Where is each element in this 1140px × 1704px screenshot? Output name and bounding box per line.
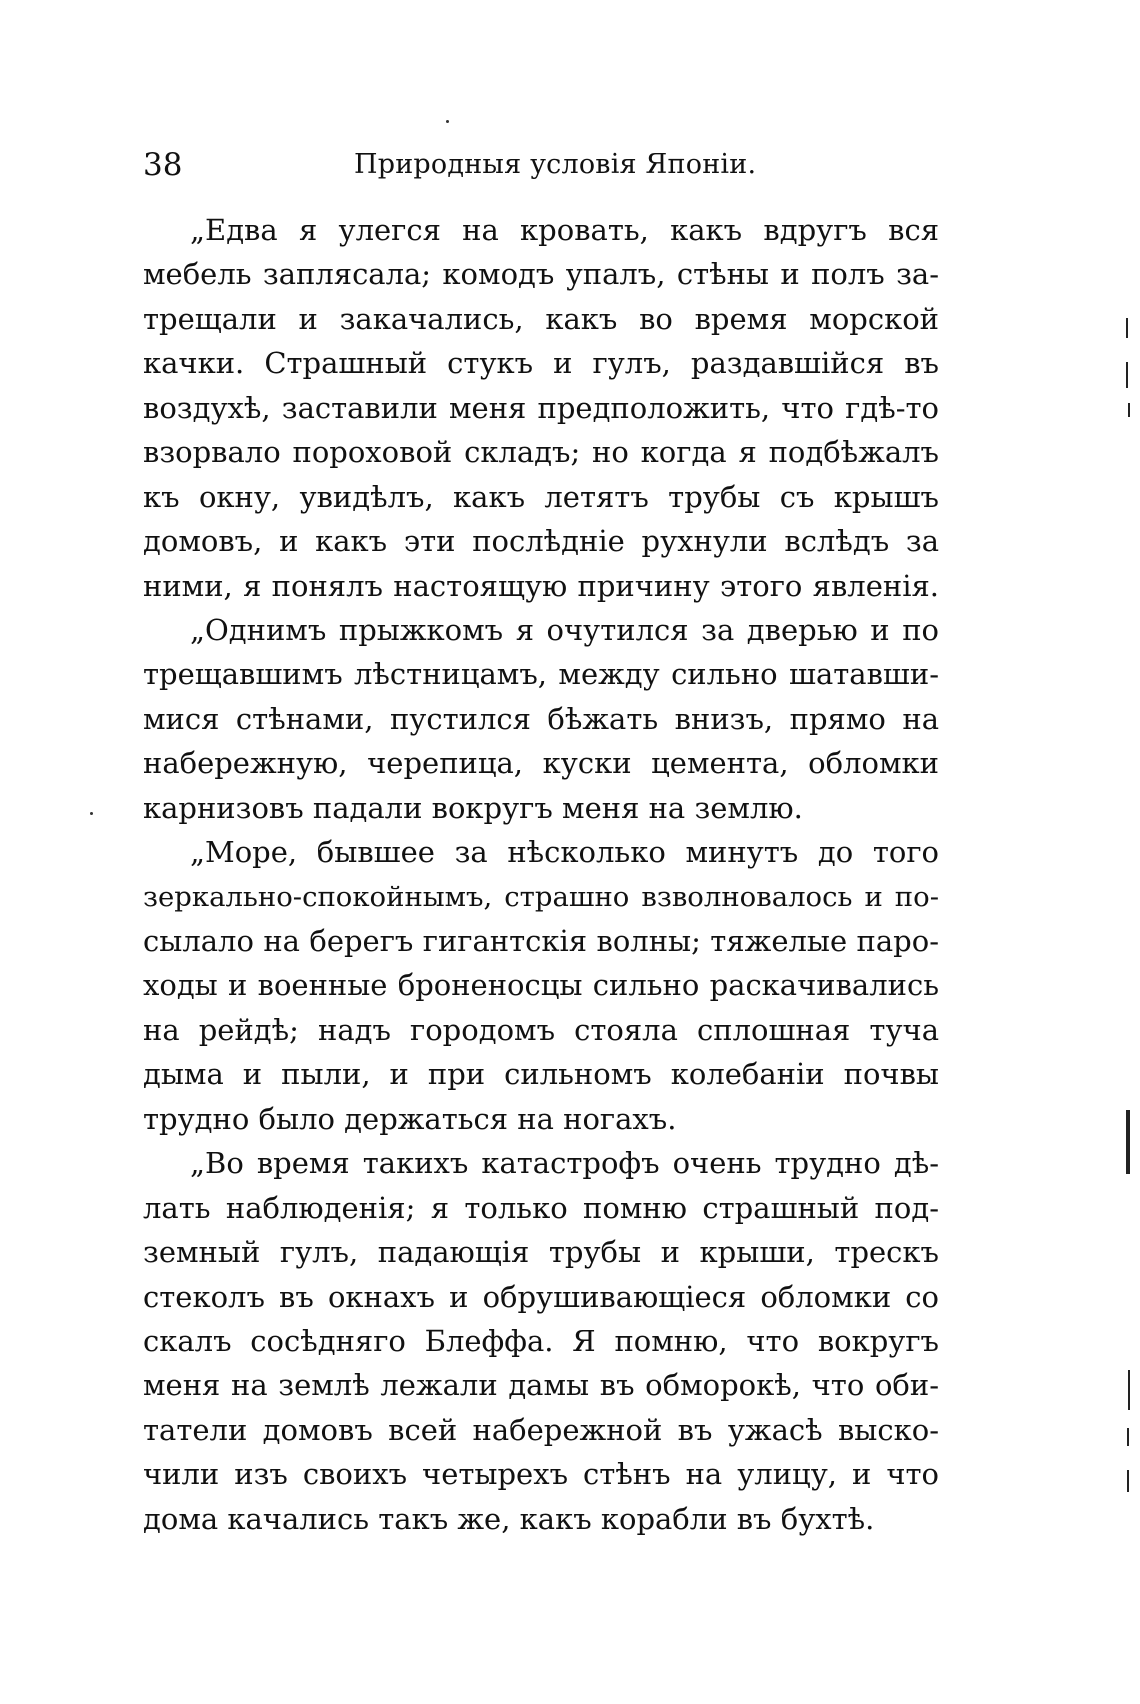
- text-line: чили изъ своихъ четырехъ стѣнъ на улицу, и что: [143, 1457, 939, 1492]
- scan-speck: [90, 812, 93, 815]
- text-line: зеркально-спокойнымъ, страшно взволновалось и по-: [143, 880, 939, 913]
- text-line: трудно было держаться на ногахъ.: [143, 1101, 677, 1136]
- paragraph: [143, 208, 939, 608]
- text-line: взорвало пороховой складъ; но когда я подбѣжалъ: [143, 435, 939, 470]
- text-line: скалъ сосѣдняго Блеффа. Я помню, что вокругъ: [143, 1323, 939, 1358]
- text-line: земный гулъ, падающія трубы и крыши, трескъ: [143, 1235, 939, 1270]
- text-line: трещавшимъ лѣстницамъ, между сильно шатавши-: [143, 657, 939, 692]
- text-line: мися стѣнами, пустился бѣжать внизъ, прямо на: [143, 701, 939, 736]
- paragraph: [143, 608, 939, 830]
- running-head: [143, 140, 943, 190]
- paragraph: [143, 1141, 939, 1541]
- text-line: ними, я понялъ настоящую причину этого явленія.: [143, 568, 939, 603]
- text-line: карнизовъ падали вокругъ меня на землю.: [143, 790, 803, 825]
- text-line: мебель заплясала; комодъ упалъ, стѣны и полъ за-: [143, 257, 939, 292]
- scan-mark: [1127, 1470, 1129, 1492]
- text-line: меня на землѣ лежали дамы въ обморокѣ, что оби-: [143, 1368, 939, 1403]
- text-line: „Море, бывшее за нѣсколько минутъ до того: [190, 835, 939, 870]
- page-number: 38: [143, 147, 183, 183]
- text-line: къ окну, увидѣлъ, какъ летятъ трубы съ крышъ: [143, 479, 939, 514]
- paragraph: [143, 830, 939, 1141]
- text-line: дома качались такъ же, какъ корабли въ бухтѣ.: [143, 1501, 875, 1536]
- text-line: набережную, черепица, куски цемента, обломки: [143, 746, 939, 781]
- running-title: Природныя условія Японіи.: [354, 149, 757, 180]
- text-line: трещали и закачались, какъ во время морской: [143, 301, 939, 336]
- text-line: стеколъ въ окнахъ и обрушивающіеся обломки со: [143, 1279, 939, 1314]
- text-line: воздухѣ, заставили меня предположить, что гдѣ-то: [143, 390, 939, 425]
- scan-speck: [446, 120, 449, 123]
- text-line: домовъ, и какъ эти послѣдніе рухнули вслѣдъ за: [143, 524, 939, 559]
- scan-mark: [1126, 318, 1128, 338]
- text-line: на рейдѣ; надъ городомъ стояла сплошная туча: [143, 1012, 939, 1047]
- text-line: татели домовъ всей набережной въ ужасѣ выско-: [143, 1412, 939, 1447]
- text-line: „Во время такихъ катастрофъ очень трудно дѣ-: [190, 1146, 939, 1181]
- scan-mark: [1128, 403, 1130, 417]
- text-line: сылало на берегъ гигантскія волны; тяжелые паро-: [143, 924, 939, 958]
- scan-mark: [1128, 1370, 1130, 1410]
- scan-mark: [1127, 1428, 1129, 1446]
- text-line: качки. Страшный стукъ и гулъ, раздавшійся въ: [143, 346, 939, 381]
- body-text: [143, 208, 939, 1541]
- scan-mark: [1126, 362, 1128, 388]
- scan-mark: [1126, 1110, 1130, 1174]
- text-line: „Едва я улегся на кровать, какъ вдругъ вся: [190, 213, 939, 247]
- text-line: „Однимъ прыжкомъ я очутился за дверью и по: [190, 612, 939, 647]
- text-line: лать наблюденія; я только помню страшный под-: [143, 1190, 939, 1225]
- text-line: дыма и пыли, и при сильномъ колебаніи почвы: [143, 1057, 939, 1092]
- text-line: ходы и военные броненосцы сильно раскачивались: [143, 968, 939, 1003]
